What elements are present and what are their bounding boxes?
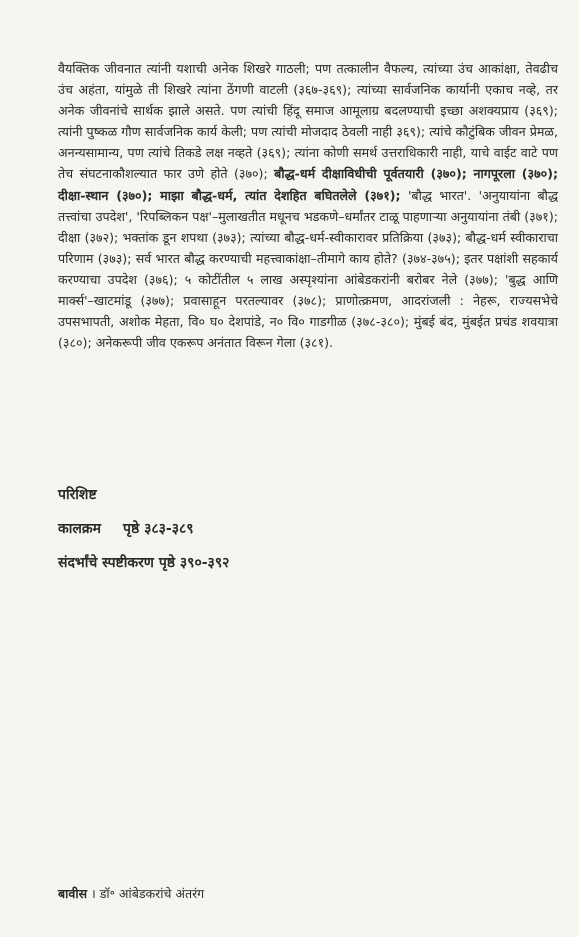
footer-separator: । (87, 886, 100, 901)
toc-pages: पृष्ठे ३९०-३९२ (158, 555, 230, 571)
book-title: डॉ॰ आंबेडकरांचे अंतरंग (99, 886, 205, 901)
appendix-heading: परिशिष्ट (58, 487, 97, 503)
toc-row-chronology (58, 519, 194, 538)
toc-label: संदर्भांचे स्पष्टीकरण (58, 555, 154, 571)
body-paragraph (58, 58, 558, 353)
body-segment-2-bold: बौद्ध-धर्म दीक्षाविधीची पूर्वतयारी (३७०); नागपूरला (३७०); दीक्षा-स्थान (३७०); माझा बौद्ध-धर्म, त्यांत देशहित बघितलेले (३७१); (58, 166, 558, 203)
page-footer (58, 885, 204, 902)
body-segment-3: 'बौद्ध भारत'. 'अनुयायांना बौद्ध तत्त्वांचा उपदेश', 'रिपब्लिकन पक्ष'–मुलाखतीत मधूनच भडकणे–धर्मांतर टाळू पाहणाऱ्या अनुयायांना तंबी (३७१); दीक्षा (३७२); भक्तांक डून शपथा (३७३); त्यांच्या बौद्ध-धर्म-स्वीकारावर प्रतिक्रिया (३७३); बौद्ध-धर्म स्वीकाराचा परिणाम (३७३); सर्व भारत बौद्ध करण्याची महत्त्वाकांक्षा–तीमागे काय होते? (३७४-३७५); इतर पक्षांशी सहकार्य करण्याचा उपदेश (३७६); ५ कोटींतील ५ लाख अस्पृश्यांना आंबेडकरांनी बरोबर नेले (३७७); 'बुद्ध आणि मार्क्स'–खाटमांडू (३७७); प्रवासाहून परतल्यावर (३७८); प्राणोत्क्रमण, आदरांजली : नेहरू, राज्यसभेचे उपसभापती, अशोक मेहता, वि० घ० देशपांडे, न० वि० गाडगीळ (३७८-३८०); मुंबई बंद, मुंबईत प्रचंड शवयात्रा (३८०); अनेकरूपी जीव एकरूप अनंतात विरून गेला (३८१). (58, 187, 559, 351)
toc-row-references (58, 553, 229, 572)
toc-label: कालक्रम (58, 521, 101, 537)
page-number-word: बावीस (58, 886, 88, 901)
toc-pages: पृष्ठे ३८३-३८९ (123, 521, 194, 537)
body-segment-1: वैयक्तिक जीवनात त्यांनी यशाची अनेक शिखरे गाठली; पण तत्कालीन वैफल्य, त्यांच्या उंच आकांक्षा, तेवढीच उंच अहंता, यांमुळे ती शिखरे त्यांना ठेंगणी वाटली (३६७-३६९); त्यांच्या सार्वजनिक कार्यानी एकाच नव्हे, तर अनेक जीवनांचे सार्थक झाले असते. पण त्यांची हिंदू समाज आमूलाग्र बदलण्याची इच्छा अशक्यप्राय (३६९); त्यांनी पुष्कळ गौण सार्वजनिक कार्य केली; पण त्यांची मोजदाद ठेवली नाही ३६९); त्यांचे कौटुंबिक जीवन प्रेमळ, अनन्यसामान्य, पण त्यांचे तिकडे लक्ष नव्हते (३६९); त्यांना कोणी समर्थ उत्तराधिकारी नाही, याचे वाईट वाटे पण तेच संघटनाकौशल्यात फार उणे होते (३७०); (58, 61, 558, 182)
